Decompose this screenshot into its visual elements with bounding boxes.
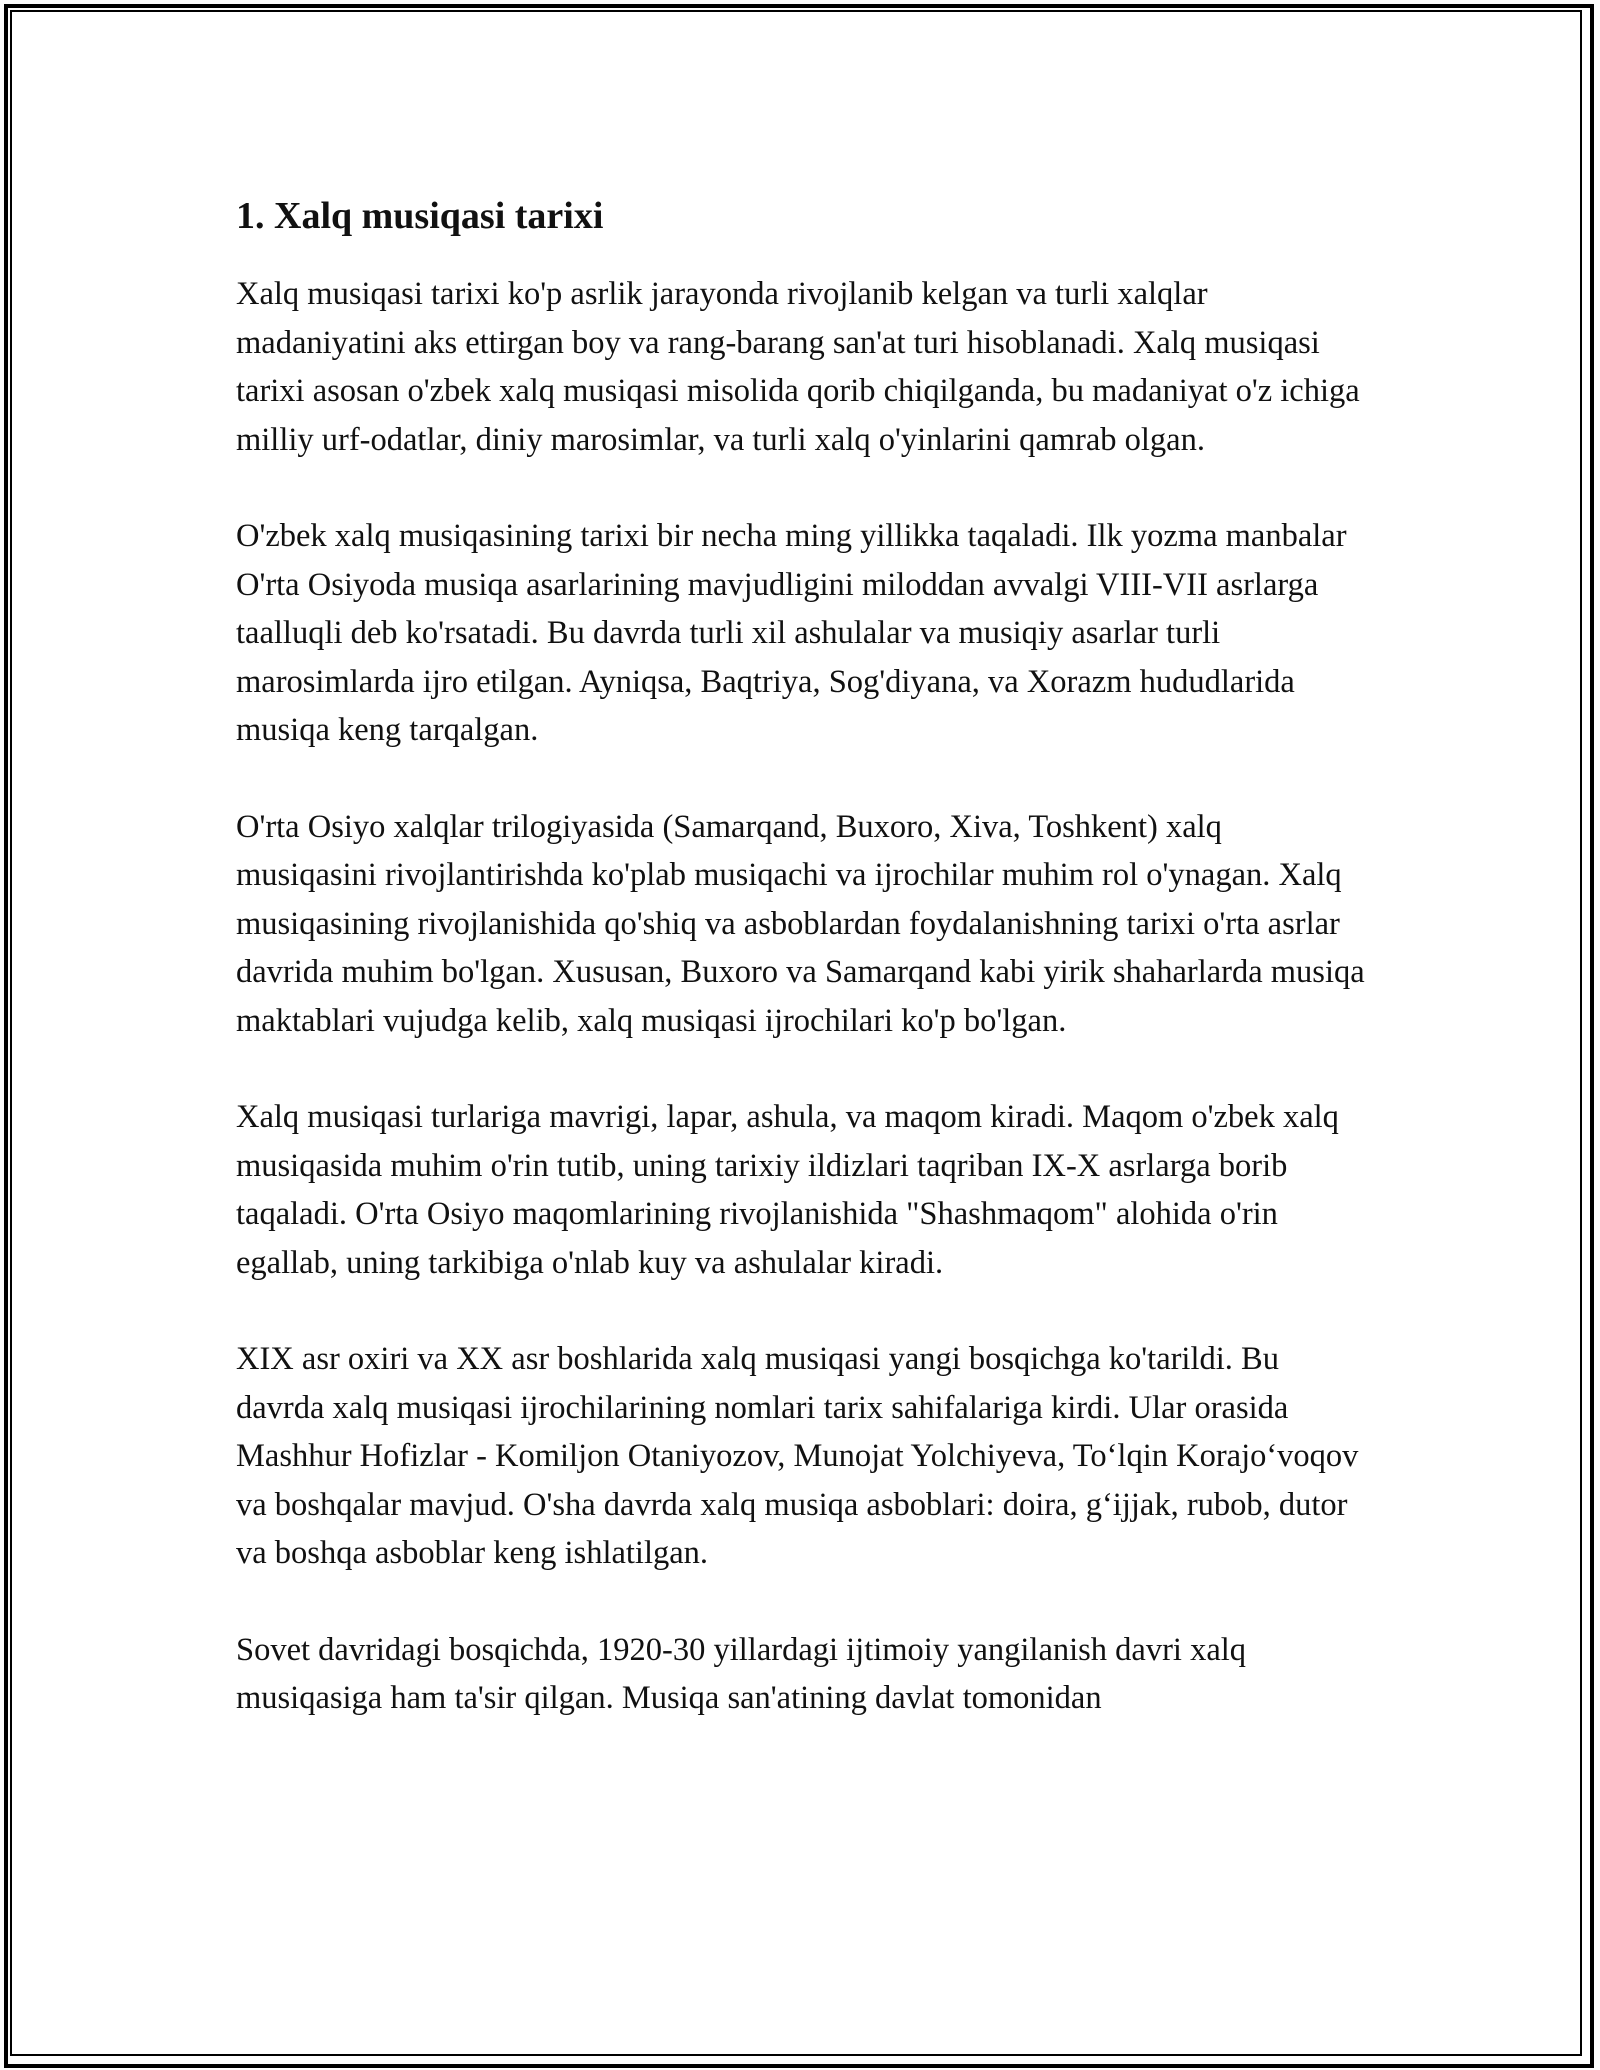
section-title: 1. Xalq musiqasi tarixi	[236, 195, 604, 237]
paragraph-4: Xalq musiqasi turlariga mavrigi, lapar, ashula, va maqom kiradi. Maqom o'zbek xalq musiqasida muhim o'rin tutib, uning tarixiy ildizlari taqriban IX-X asrlarga borib taqaladi. O'rta Osiyo maqomlarining rivojlanishida "Shashmaqom" alohida o'rin egallab, uning tarkibiga o'nlab kuy va ashulalar kiradi.	[236, 1099, 1339, 1281]
paragraph-5: XIX asr oxiri va XX asr boshlarida xalq musiqasi yangi bosqichga ko'tarildi. Bu davrda xalq musiqasi ijrochilarining nomlari tarix sahifalariga kirdi. Ular orasida Mashhur Hofizlar - Komiljon Otaniyozov, Munojat Yolchiyeva, To‘lqin Korajo‘voqov va boshqalar mavjud. O'sha davrda xalq musiqa asboblari: doira, g‘ijjak, rubob, dutor va boshqa asboblar keng ishlatilgan.	[236, 1341, 1359, 1571]
paragraph-1: Xalq musiqasi tarixi ko'p asrlik jarayonda rivojlanib kelgan va turli xalqlar madaniyatini aks ettirgan boy va rang-barang san'at turi hisoblanadi. Xalq musiqasi tarixi asosan o'zbek xalq musiqasi misolida qorib chiqilganda, bu madaniyat o'z ichiga milliy urf-odatlar, diniy marosimlar, va turli xalq o'yinlarini qamrab olgan.	[236, 276, 1360, 458]
paragraph-2: O'zbek xalq musiqasining tarixi bir necha ming yillikka taqaladi. Ilk yozma manbalar O'rta Osiyoda musiqa asarlarining mavjudligini miloddan avvalgi VIII-VII asrlarga taalluqli deb ko'rsatadi. Bu davrda turli xil ashulalar va musiqiy asarlar turli marosimlarda ijro etilgan. Ayniqsa, Baqtriya, Sog'diyana, va Xorazm hududlarida musiqa keng tarqalgan.	[236, 518, 1347, 748]
paragraph-3: O'rta Osiyo xalqlar trilogiyasida (Samarqand, Buxoro, Xiva, Toshkent) xalq musiqasini rivojlantirishda ko'plab musiqachi va ijrochilar muhim rol o'ynagan. Xalq musiqasining rivojlanishida qo'shiq va asboblardan foydalanishning tarixi o'rta asrlar davrida muhim bo'lgan. Xususan, Buxoro va Samarqand kabi yirik shaharlarda musiqa maktablari vujudga kelib, xalq musiqasi ijrochilari ko'p bo'lgan.	[236, 808, 1365, 1039]
paragraph-6: Sovet davridagi bosqichda, 1920-30 yillardagi ijtimoiy yangilanish davri xalq musiqasiga ham ta'sir qilgan. Musiqa san'atining davlat tomonidan	[236, 1631, 1247, 1716]
document-body	[236, 188, 1366, 1771]
